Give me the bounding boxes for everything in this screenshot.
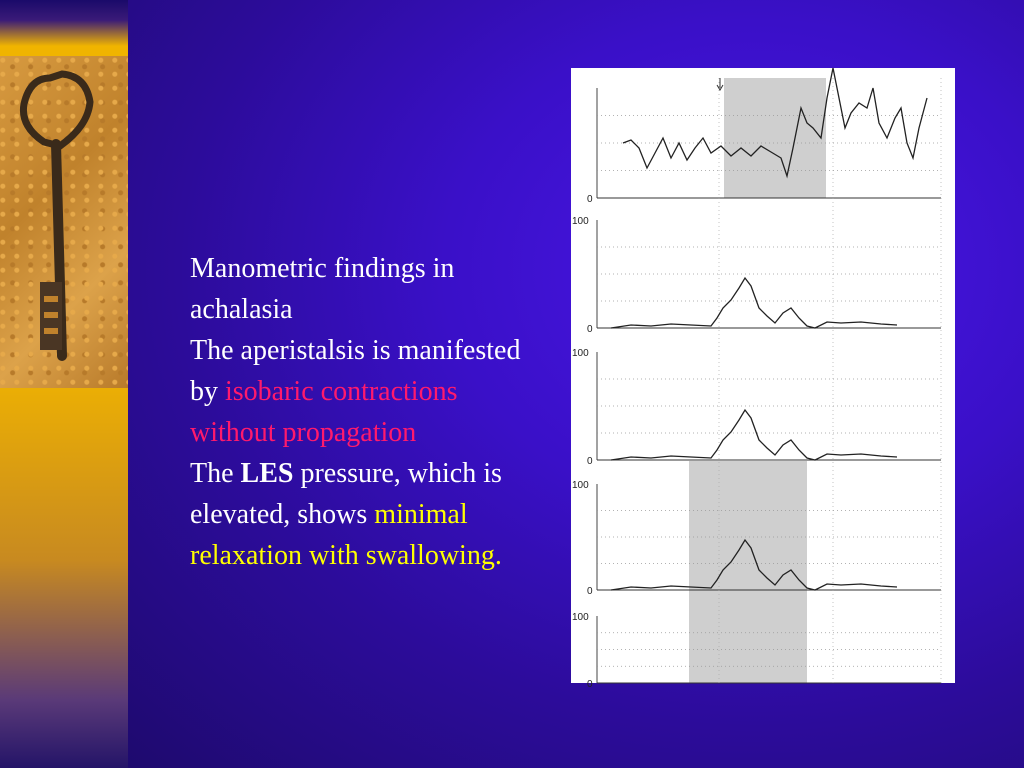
caption-title: Manometric findings in achalasia (190, 253, 455, 325)
caption-relaxation-highlight: minimal relaxation with swallowing. (190, 499, 502, 571)
channel-label-top: 100 (572, 480, 589, 491)
channel-label-top: 100 (572, 216, 589, 227)
channel-label-bottom: 0 (587, 586, 593, 597)
swallow-marker-top (717, 78, 723, 90)
swallow-shade-top (724, 78, 826, 198)
slide-caption (190, 248, 540, 576)
channel-label-bottom: 0 (587, 679, 593, 690)
caption-aperistalsis: The aperistalsis is manifested by (190, 335, 521, 407)
key-icon (0, 56, 128, 388)
manometry-tracing (571, 68, 955, 690)
manometry-figure (571, 68, 955, 690)
caption-les-bold: LES (240, 458, 294, 489)
trace-channel-3 (611, 410, 897, 460)
caption-les-text: pressure, which is elevated, shows (190, 458, 502, 530)
trace-channel-2 (611, 278, 897, 328)
channel-label-top: 100 (572, 348, 589, 359)
channel-label-top: 100 (572, 612, 589, 623)
caption-isobaric-highlight: isobaric contractions without propagation (190, 376, 458, 448)
key-photo (0, 56, 128, 388)
channel-label-bottom: 0 (587, 194, 593, 205)
sidebar-band (0, 0, 128, 768)
caption-les-prefix: The (190, 458, 241, 489)
channel-label-bottom: 0 (587, 456, 593, 467)
channel-label-bottom: 0 (587, 324, 593, 335)
